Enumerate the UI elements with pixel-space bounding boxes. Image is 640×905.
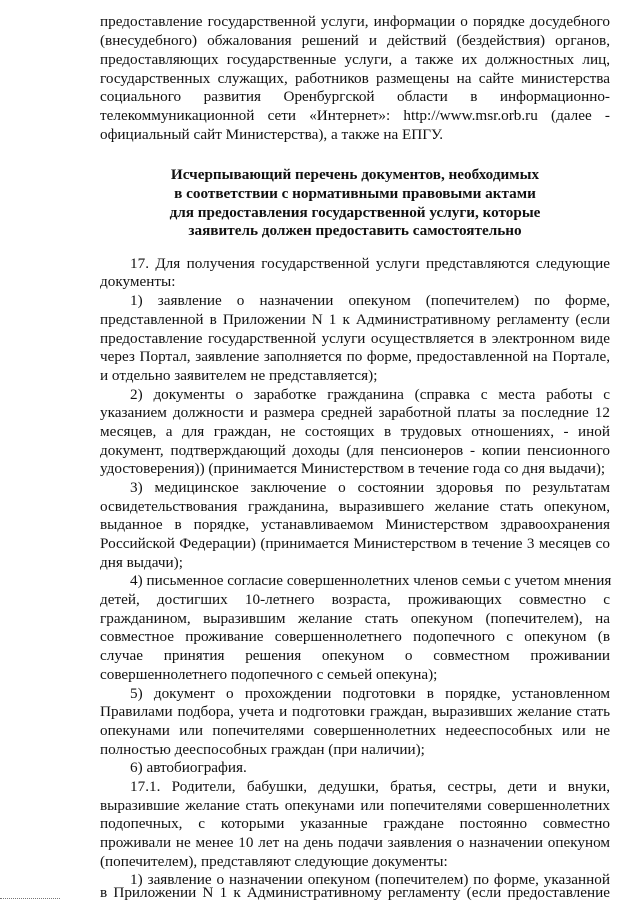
text-line: проживали не менее 10 лет на день подачи заявления о назначении опекуном	[100, 834, 610, 851]
text-line: опекунами или попечителями совершеннолетних недееспособных или не	[100, 722, 610, 739]
text-line: предоставление государственной услуги, информации о порядке досудебного	[100, 13, 610, 30]
text-line: выразившие желание стать опекунами или попечителями совершеннолетних	[100, 797, 610, 814]
section-heading-line: Исчерпывающий перечень документов, необходимых	[170, 166, 540, 183]
text-line: 6) автобиография.	[130, 759, 247, 776]
footnote-divider	[0, 898, 60, 899]
text-line: полностью дееспособных граждан (при наличии);	[100, 741, 425, 758]
text-line: документ, подтверждающий доходы (для пенсионеров - копии пенсионного	[100, 442, 610, 459]
text-line: 1) заявление о назначении опекуном (попечителем) по форме,	[130, 292, 610, 309]
text-line: подопечных, с которыми указанные граждане постоянно совместно	[100, 815, 610, 832]
text-line: случае принятия решения опекуном о совместном проживании	[100, 647, 610, 664]
text-line: (попечителем), представляют следующие документы:	[100, 853, 448, 870]
text-line: 2) документы о заработке гражданина (справка с места работы с	[130, 386, 610, 403]
text-line: телекоммуникационной сети «Интернет»: http://www.msr.orb.ru (далее -	[100, 107, 610, 124]
text-line: указанием должности и размера средней заработной платы за последние 12	[100, 404, 610, 421]
text-line: 17.1. Родители, бабушки, дедушки, братья, сестры, дети и внуки,	[130, 778, 610, 795]
text-line: 5) документ о прохождении подготовки в порядке, установленном	[130, 685, 610, 702]
text-line: детей, достигших 10-летнего возраста, проживающих совместно с	[100, 591, 610, 608]
text-line: государственных служащих, работников размещены на сайте министерства	[100, 70, 610, 87]
text-line: Правилами подбора, учета и подготовки граждан, выразивших желание стать	[100, 703, 610, 720]
text-line: предоставление государственной услуги осуществляется в электронном виде	[100, 330, 610, 347]
text-line: 4) письменное согласие совершеннолетних членов семьи с учетом мнения	[130, 572, 612, 589]
section-heading-line: заявитель должен предоставить самостоятельно	[188, 222, 522, 239]
text-line: освидетельствования гражданина, выразившего желание стать опекуном,	[100, 498, 610, 515]
text-line: совместное проживание совершеннолетнего подопечного с опекуном (в	[100, 628, 610, 645]
text-line: 1) заявление о назначении опекуном (попечителем) по форме, указанной	[130, 871, 610, 888]
text-line: удостоверения)) (принимается Министерством в течение года со дня выдачи);	[100, 460, 606, 477]
text-line: и отдельно заявителем не представляется);	[100, 367, 378, 384]
text-line: документы:	[100, 273, 176, 290]
text-line: в Приложении N 1 к Административному регламенту (если предоставление	[100, 884, 610, 901]
text-line: официальный сайт Министерства), а также на ЕПГУ.	[100, 126, 444, 143]
text-line: (внесудебного) обжалования решений и действий (бездействия) органов,	[100, 32, 610, 49]
text-line: месяцев, а для граждан, не состоящих в трудовых отношениях, - иной	[100, 423, 610, 440]
text-line: Российской Федерации) (принимается Министерством в течение 3 месяцев со	[100, 535, 610, 552]
text-line: 17. Для получения государственной услуги представляются следующие	[130, 255, 610, 272]
text-line: выданное в порядке, устанавливаемом Министерством здравоохранения	[100, 516, 610, 533]
text-line: предоставляющих государственные услуги, а также их должностных лиц,	[100, 51, 610, 68]
text-line: дня выдачи);	[100, 554, 183, 571]
section-heading-line: в соответствии с нормативными правовыми актами	[174, 185, 536, 202]
section-heading-line: для предоставления государственной услуги, которые	[169, 204, 541, 221]
text-line: социального развития Оренбургской области в информационно-	[100, 88, 610, 105]
text-line: гражданином, выразившим желание стать опекуном (попечителем), на	[100, 610, 610, 627]
text-line: через Портал, заявление заполняется по форме, предоставленной на Портале,	[100, 348, 610, 365]
text-line: 3) медицинское заключение о состоянии здоровья по результатам	[130, 479, 610, 496]
text-line: совершеннолетнего подопечного с семьей опекуна);	[100, 666, 438, 683]
text-line: представленной в Приложении N 1 к Административному регламенту (если	[100, 311, 610, 328]
